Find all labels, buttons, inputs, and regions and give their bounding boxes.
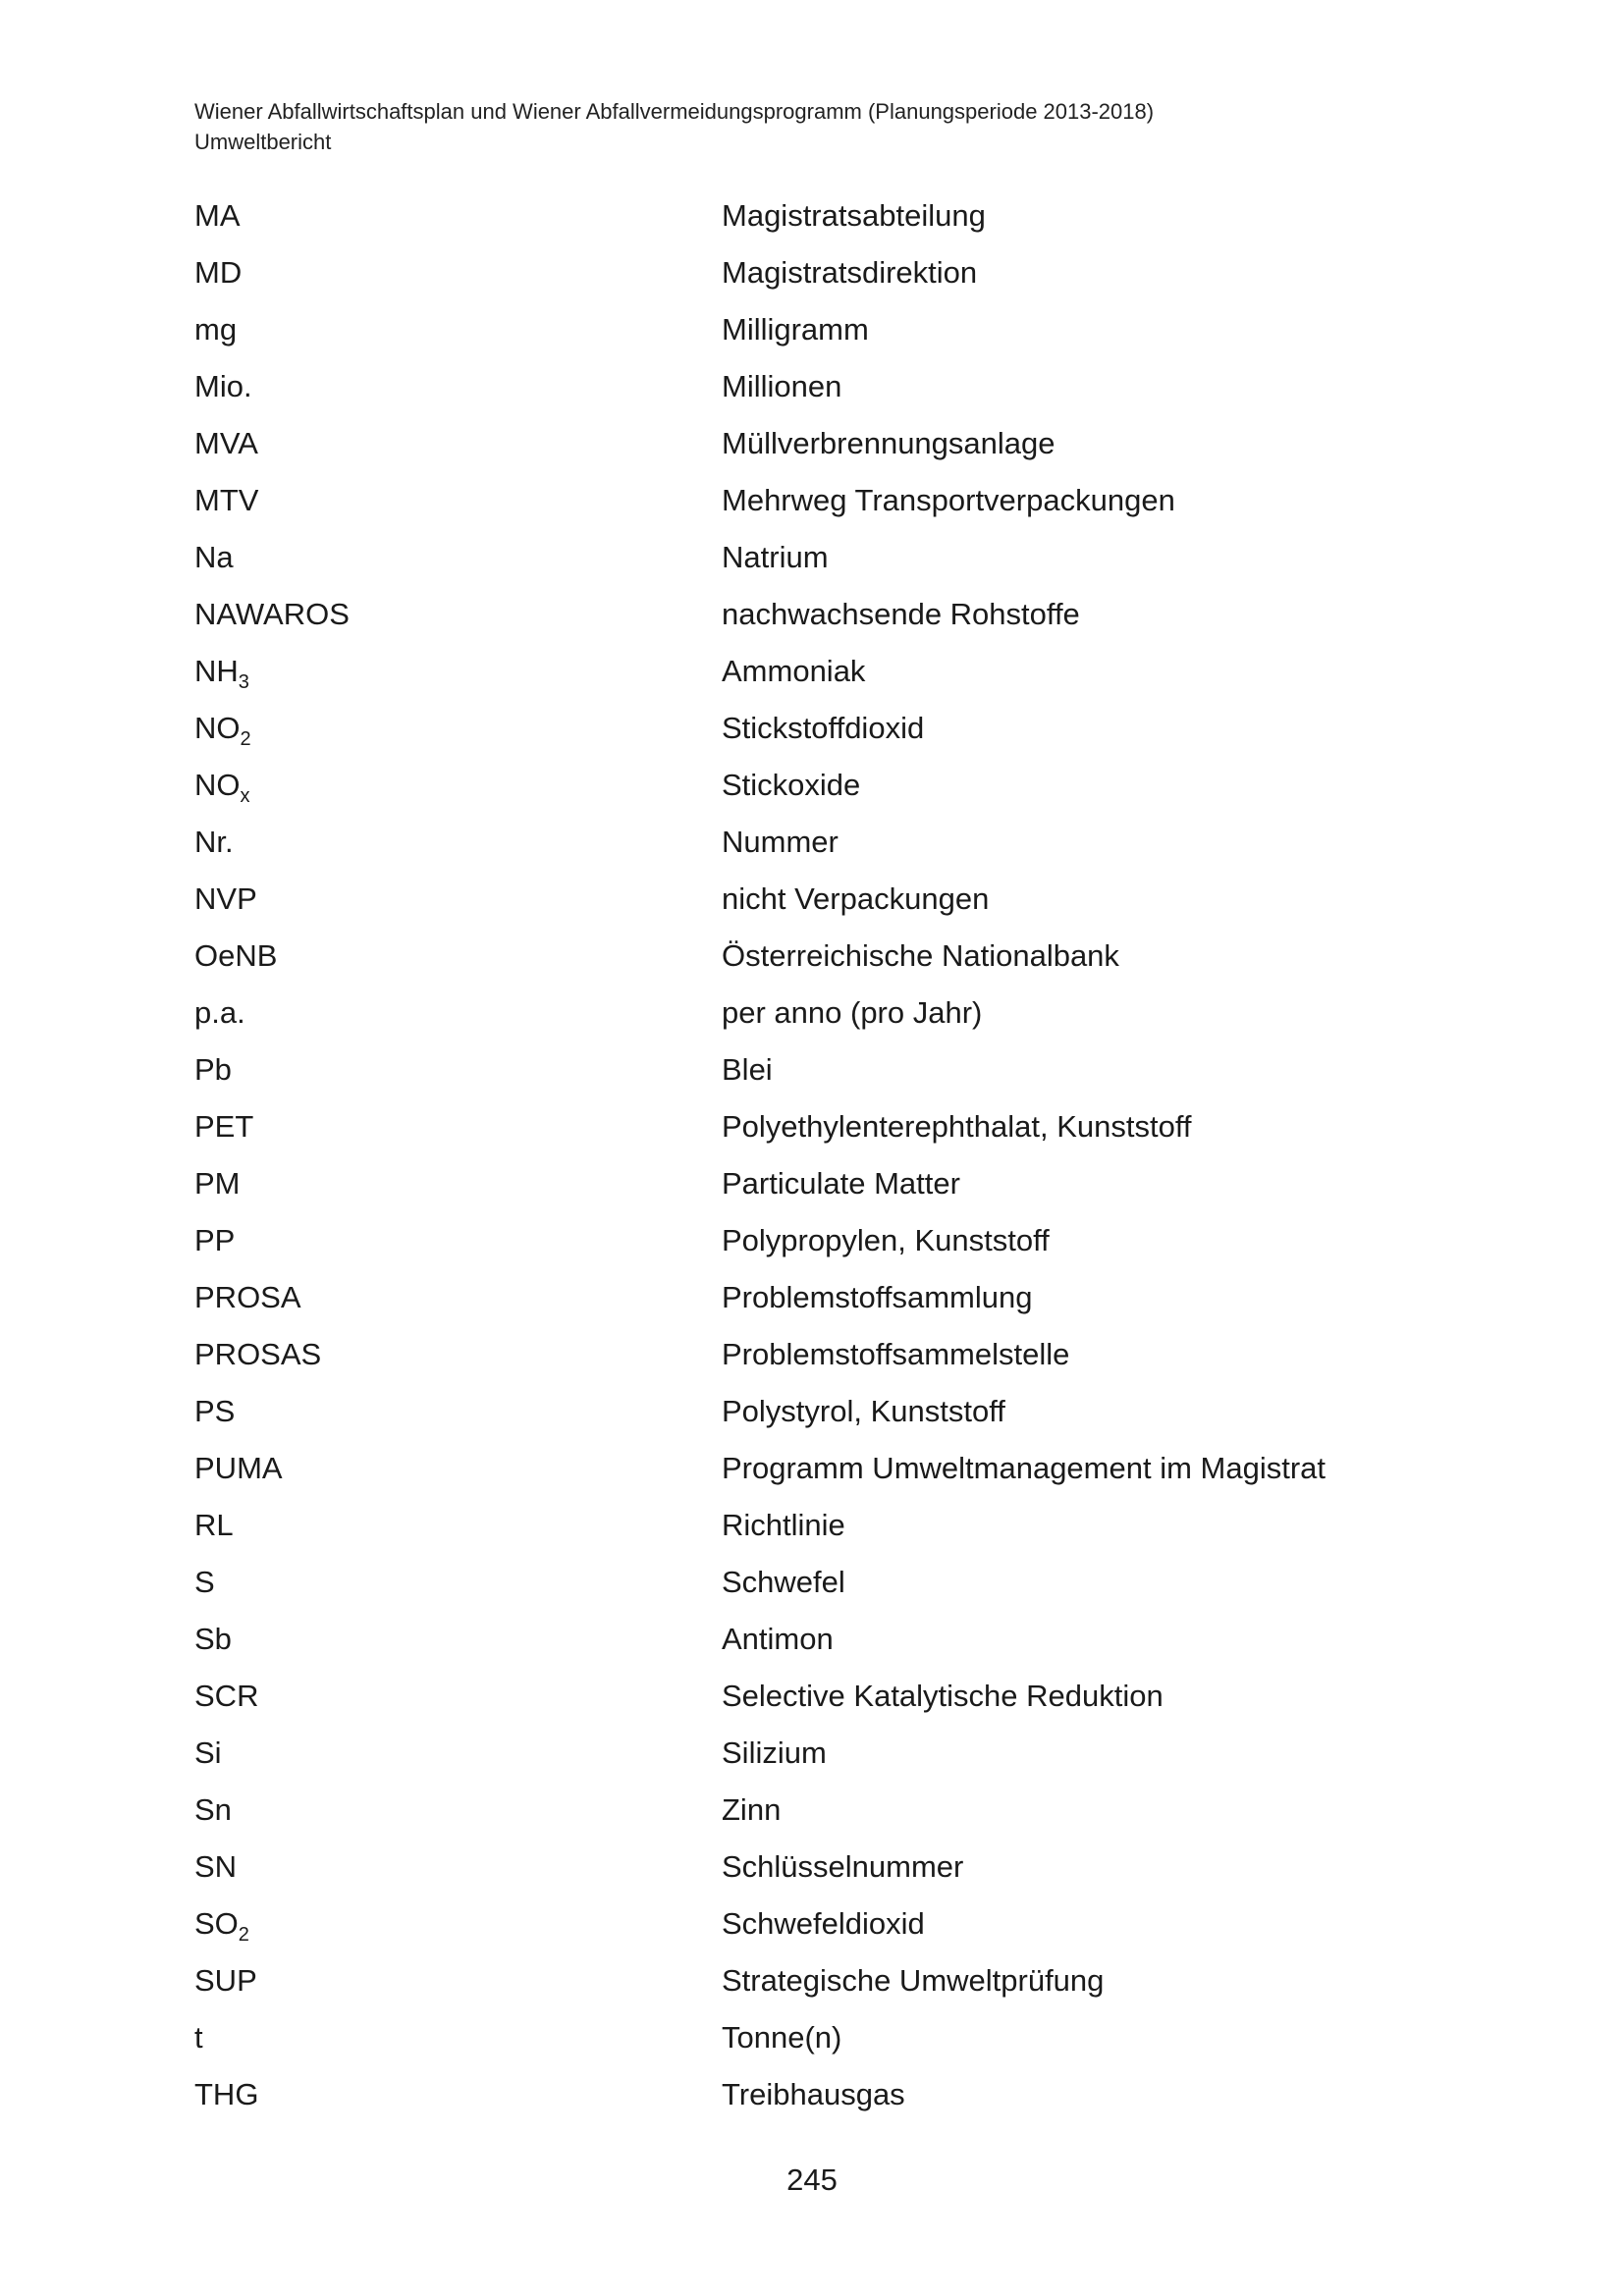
abbreviation-cell (194, 1735, 722, 1771)
definition-cell: Programm Umweltmanagement im Magistrat (722, 1451, 1326, 1485)
abbreviation-cell (194, 1679, 722, 1714)
table-row (194, 871, 1432, 928)
definition-cell: Richtlinie (722, 1508, 845, 1542)
definition-cell: Zinn (722, 1792, 782, 1827)
definition-cell: Millionen (722, 369, 842, 403)
abbreviation-cell (194, 255, 722, 291)
table-row (194, 415, 1432, 472)
abbreviation-cell (194, 540, 722, 575)
abbreviation-cell (194, 1166, 722, 1201)
abbreviation-text: Sn (194, 1792, 232, 1827)
table-row (194, 1839, 1432, 1896)
abbreviation-text: SN (194, 1849, 238, 1884)
abbreviation-text: NAWAROS (194, 597, 350, 631)
definition-cell: nachwachsende Rohstoffe (722, 597, 1080, 631)
abbreviation-text: PET (194, 1109, 254, 1144)
abbreviation-cell (194, 198, 722, 234)
definition-cell: Österreichische Nationalbank (722, 938, 1119, 973)
abbreviation-cell (194, 654, 722, 693)
definition-cell: Mehrweg Transportverpackungen (722, 483, 1175, 517)
abbreviation-cell (194, 1451, 722, 1486)
abbreviation-cell (194, 426, 722, 461)
abbreviation-text: OeNB (194, 938, 278, 973)
table-row (194, 1952, 1432, 2009)
definition-cell: Schwefeldioxid (722, 1906, 925, 1941)
abbreviation-text: Nr. (194, 825, 234, 859)
abbreviation-cell (194, 1849, 722, 1885)
abbreviation-text: S (194, 1565, 215, 1599)
abbreviation-cell (194, 1565, 722, 1600)
definition-cell: Milligramm (722, 312, 869, 347)
abbreviation-text: mg (194, 312, 238, 347)
abbreviation-cell (194, 825, 722, 860)
abbreviation-cell (194, 1052, 722, 1088)
definition-cell: Silizium (722, 1735, 827, 1770)
definition-cell: Müllverbrennungsanlage (722, 426, 1056, 460)
definition-cell: Antimon (722, 1622, 834, 1656)
definition-cell: Problemstoffsammelstelle (722, 1337, 1070, 1371)
abbreviation-cell (194, 597, 722, 632)
abbreviation-cell (194, 483, 722, 518)
definition-cell: Magistratsabteilung (722, 198, 986, 233)
table-row (194, 700, 1432, 757)
abbreviation-cell (194, 711, 722, 750)
abbreviation-text: MVA (194, 426, 258, 460)
table-row (194, 472, 1432, 529)
abbreviation-text: Sb (194, 1622, 232, 1656)
definition-cell: Magistratsdirektion (722, 255, 978, 290)
abbreviation-cell (194, 2077, 722, 2112)
table-row (194, 1098, 1432, 1155)
abbreviation-subscript: x (240, 785, 250, 807)
header-subtitle: Umweltbericht (194, 130, 332, 154)
definition-cell: Nummer (722, 825, 839, 859)
abbreviation-cell (194, 312, 722, 347)
definition-cell: Particulate Matter (722, 1166, 960, 1201)
abbreviation-cell (194, 938, 722, 974)
abbreviation-text: PP (194, 1223, 236, 1257)
abbreviation-text: SCR (194, 1679, 259, 1713)
definition-cell: Polystyrol, Kunststoff (722, 1394, 1005, 1428)
table-row (194, 1440, 1432, 1497)
abbreviation-table (194, 187, 1432, 2123)
table-row (194, 1782, 1432, 1839)
abbreviation-text: PROSAS (194, 1337, 322, 1371)
abbreviation-subscript: 3 (238, 671, 249, 693)
definition-cell: Problemstoffsammlung (722, 1280, 1033, 1314)
table-row (194, 1383, 1432, 1440)
table-row (194, 814, 1432, 871)
table-row (194, 244, 1432, 301)
abbreviation-text: Na (194, 540, 234, 574)
abbreviation-text: Si (194, 1735, 222, 1770)
abbreviation-text: NO (194, 711, 241, 745)
table-row (194, 1725, 1432, 1782)
abbreviation-text: p.a. (194, 995, 245, 1030)
table-row (194, 586, 1432, 643)
abbreviation-text: PUMA (194, 1451, 283, 1485)
abbreviation-cell (194, 1337, 722, 1372)
abbreviation-text: MD (194, 255, 243, 290)
table-row (194, 1326, 1432, 1383)
table-row (194, 757, 1432, 814)
table-row (194, 1554, 1432, 1611)
abbreviation-cell (194, 1280, 722, 1315)
page-header (194, 96, 1471, 157)
abbreviation-cell (194, 369, 722, 404)
abbreviation-text: SO (194, 1906, 239, 1941)
abbreviation-text: t (194, 2020, 203, 2055)
abbreviation-text: Pb (194, 1052, 232, 1087)
definition-cell: Treibhausgas (722, 2077, 905, 2111)
table-row (194, 1212, 1432, 1269)
table-row (194, 1497, 1432, 1554)
abbreviation-text: MTV (194, 483, 259, 517)
abbreviation-cell (194, 881, 722, 917)
abbreviation-text: NVP (194, 881, 257, 916)
abbreviation-cell (194, 1508, 722, 1543)
definition-cell: Blei (722, 1052, 773, 1087)
definition-cell: nicht Verpackungen (722, 881, 990, 916)
table-row (194, 643, 1432, 700)
definition-cell: Natrium (722, 540, 829, 574)
table-row (194, 1896, 1432, 1952)
abbreviation-subscript: 2 (240, 728, 251, 750)
table-row (194, 301, 1432, 358)
table-row (194, 1155, 1432, 1212)
abbreviation-text: RL (194, 1508, 234, 1542)
table-row (194, 928, 1432, 985)
definition-cell: Selective Katalytische Reduktion (722, 1679, 1164, 1713)
abbreviation-text: THG (194, 2077, 259, 2111)
abbreviation-text: PROSA (194, 1280, 301, 1314)
definition-cell: Strategische Umweltprüfung (722, 1963, 1105, 1998)
abbreviation-text: SUP (194, 1963, 257, 1998)
abbreviation-text: PS (194, 1394, 236, 1428)
abbreviation-cell (194, 2020, 722, 2056)
table-row (194, 985, 1432, 1041)
table-row (194, 1269, 1432, 1326)
abbreviation-cell (194, 1622, 722, 1657)
table-row (194, 2009, 1432, 2066)
abbreviation-cell (194, 1109, 722, 1145)
table-row (194, 187, 1432, 244)
abbreviation-cell (194, 995, 722, 1031)
abbreviation-cell (194, 768, 722, 807)
abbreviation-text: NH (194, 654, 239, 688)
abbreviation-subscript: 2 (238, 1924, 249, 1946)
definition-cell: per anno (pro Jahr) (722, 995, 983, 1030)
definition-cell: Schwefel (722, 1565, 845, 1599)
abbreviation-cell (194, 1906, 722, 1946)
table-row (194, 1611, 1432, 1668)
table-row (194, 529, 1432, 586)
abbreviation-text: PM (194, 1166, 241, 1201)
table-row (194, 1668, 1432, 1725)
definition-cell: Stickoxide (722, 768, 861, 802)
abbreviation-text: MA (194, 198, 241, 233)
definition-cell: Stickstoffdioxid (722, 711, 925, 745)
definition-cell: Polypropylen, Kunststoff (722, 1223, 1050, 1257)
definition-cell: Tonne(n) (722, 2020, 842, 2055)
abbreviation-cell (194, 1792, 722, 1828)
abbreviation-cell (194, 1394, 722, 1429)
definition-cell: Polyethylenterephthalat, Kunststoff (722, 1109, 1192, 1144)
table-row (194, 1041, 1432, 1098)
table-row (194, 358, 1432, 415)
table-row (194, 2066, 1432, 2123)
abbreviation-cell (194, 1963, 722, 1999)
abbreviation-text: Mio. (194, 369, 252, 403)
definition-cell: Ammoniak (722, 654, 866, 688)
page-number: 245 (786, 2163, 838, 2197)
header-title: Wiener Abfallwirtschaftsplan und Wiener Abfallvermeidungsprogramm (Planungsperiode 2013-2018) (194, 99, 1155, 124)
abbreviation-cell (194, 1223, 722, 1258)
definition-cell: Schlüsselnummer (722, 1849, 964, 1884)
abbreviation-text: NO (194, 768, 241, 802)
